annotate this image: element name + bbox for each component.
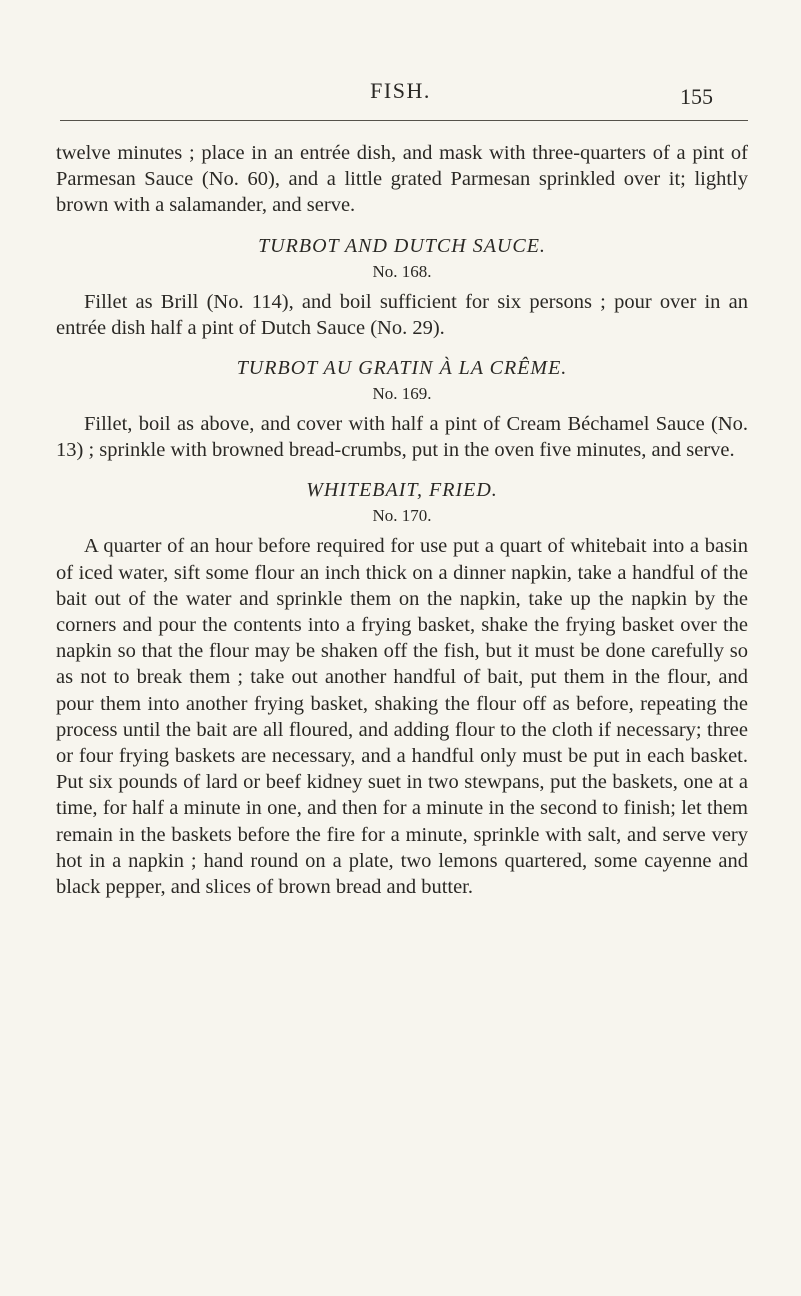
running-title: FISH. xyxy=(370,78,431,103)
recipe-title: WHITEBAIT, FRIED. xyxy=(306,479,498,502)
intro-paragraph: twelve minutes ; place in an entrée dish, and mask with three-quarters of a pint of Parmesan Sauce (No. 60), and a little grated Parmesan sprinkled over it; lightly brown with a salamander, and serve. xyxy=(56,142,748,217)
header-rule xyxy=(60,120,748,121)
recipe-title: TURBOT AU GRATIN À LA CRÊME. xyxy=(236,357,568,380)
recipe-title: TURBOT AND DUTCH SAUCE. xyxy=(258,234,546,257)
recipe-169 xyxy=(56,355,748,463)
recipe-number: No. 168. xyxy=(372,261,432,281)
recipe-text: Fillet as Brill (No. 114), and boil sufficient for six persons ; pour over in an entrée dish half a pint of Dutch Sauce (No. 29). xyxy=(56,290,748,339)
recipe-text: A quarter of an hour before required for use put a quart of whitebait into a basin of iced water, sift some flour an inch thick on a dinner napkin, take a handful of the bait out of the water and sprinkle them on the napkin, take up the napkin by the corners and pour the contents into a frying basket, shake the frying basket over the napkin so that the flour may be shaken off the fish, but it must be done carefully so as not to break them ; take out another handful of bait, put them in the flour, and pour them into another frying basket, shaking the flour off as before, repeating the process until the bait are all floured, and adding flour to the cloth if necessary; three or four frying baskets are necessary, and a handful only must be put in each basket. Put six pounds of lard or beef kidney suet in two stewpans, put the baskets, one at a time, for half a minute in one, and then for a minute in the second to finish; let them remain in the baskets before the fire for a minute, sprinkle with salt, and serve very hot in a napkin ; hand round on a plate, two lemons quartered, some cayenne and black pepper, and slices of brown bread and butter. xyxy=(56,535,748,899)
recipe-number: No. 170. xyxy=(372,506,432,526)
recipe-168 xyxy=(56,233,748,341)
recipe-number: No. 169. xyxy=(372,384,432,404)
running-head xyxy=(0,78,801,108)
recipe-170 xyxy=(56,477,748,900)
recipe-text: Fillet, boil as above, and cover with half a pint of Cream Béchamel Sauce (No. 13) ; sprinkle with browned bread-crumbs, put in the oven five minutes, and serve. xyxy=(56,413,748,462)
page-number: 155 xyxy=(680,84,713,109)
page-body xyxy=(56,140,748,900)
